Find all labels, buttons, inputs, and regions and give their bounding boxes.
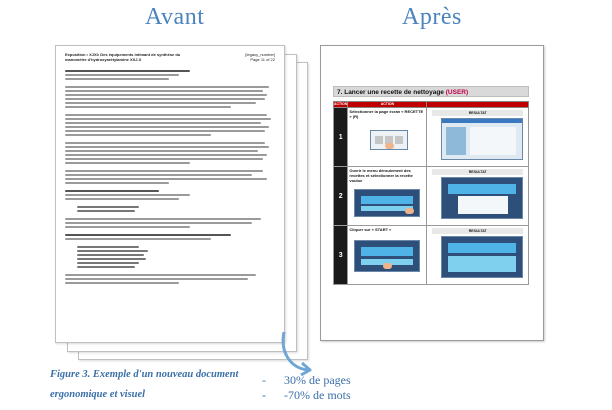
before-page-front	[55, 45, 285, 343]
figure-caption: Figure 3. Exemple d'un nouveau document ergonomique et visuel	[50, 369, 239, 400]
before-doc-header	[65, 52, 275, 62]
step-number: 1	[334, 108, 348, 167]
pointer-hand-icon	[405, 208, 414, 214]
procedure-col-num-header: ACTION	[334, 102, 348, 106]
step-result-label: RESULTAT	[432, 228, 523, 234]
before-doc-ref	[245, 52, 275, 62]
step-number: 2	[334, 167, 348, 226]
stat-row	[262, 388, 351, 403]
table-row	[334, 167, 529, 226]
stat-text: 30% de pages	[284, 373, 351, 387]
step-number: 3	[334, 226, 348, 285]
step-screenshot	[354, 189, 420, 217]
result-screenshot	[441, 236, 523, 278]
stats-list	[262, 373, 351, 403]
before-doc-page-number: Page 11 of 22	[250, 57, 275, 62]
curved-arrow-icon	[276, 330, 316, 378]
step-screenshot	[370, 130, 408, 150]
step-action	[348, 167, 427, 226]
after-section-title-text: 7. Lancer une recette de nettoyage	[337, 89, 444, 96]
result-screenshot	[441, 118, 523, 160]
before-doc-title: Exposition • XJXI• Des équipements intimant de synthèse du manomètre d'hydroxyarétylamine XXJ.X	[65, 52, 181, 62]
stat-row	[262, 373, 351, 388]
after-page	[320, 45, 544, 341]
pointer-hand-icon	[383, 263, 392, 269]
heading-after: Après	[402, 4, 462, 30]
step-screenshot	[354, 240, 420, 272]
table-row	[334, 226, 529, 285]
before-doc-ref-number: [legacy_number]	[245, 52, 275, 57]
step-action-text: Cliquer sur « START »	[349, 227, 392, 232]
after-section-title	[333, 86, 529, 97]
step-result	[427, 108, 529, 167]
stat-text: -70% de mots	[284, 388, 351, 402]
before-doc-text-block	[65, 70, 273, 286]
step-result	[427, 167, 529, 226]
result-screenshot	[441, 177, 523, 219]
procedure-col-action-header: ACTION	[348, 102, 427, 108]
stat-dash: -	[262, 388, 266, 402]
after-section-title-highlight: (USER)	[445, 89, 469, 96]
step-result-label: RESULTAT	[432, 110, 523, 116]
step-result-label: RESULTAT	[432, 169, 523, 175]
stat-dash: -	[262, 373, 266, 387]
table-row	[334, 108, 529, 167]
step-action-text: Ouvrir le menu déroulement des recettes et sélectionner la recette voulue	[349, 168, 413, 183]
step-action-text: Sélectionner la page écran « RECETTE » (R)	[349, 109, 424, 119]
step-action	[348, 108, 427, 167]
step-action	[348, 226, 427, 285]
procedure-table	[333, 101, 529, 285]
pointer-hand-icon	[385, 143, 394, 149]
step-result	[427, 226, 529, 285]
heading-before: Avant	[145, 4, 205, 30]
